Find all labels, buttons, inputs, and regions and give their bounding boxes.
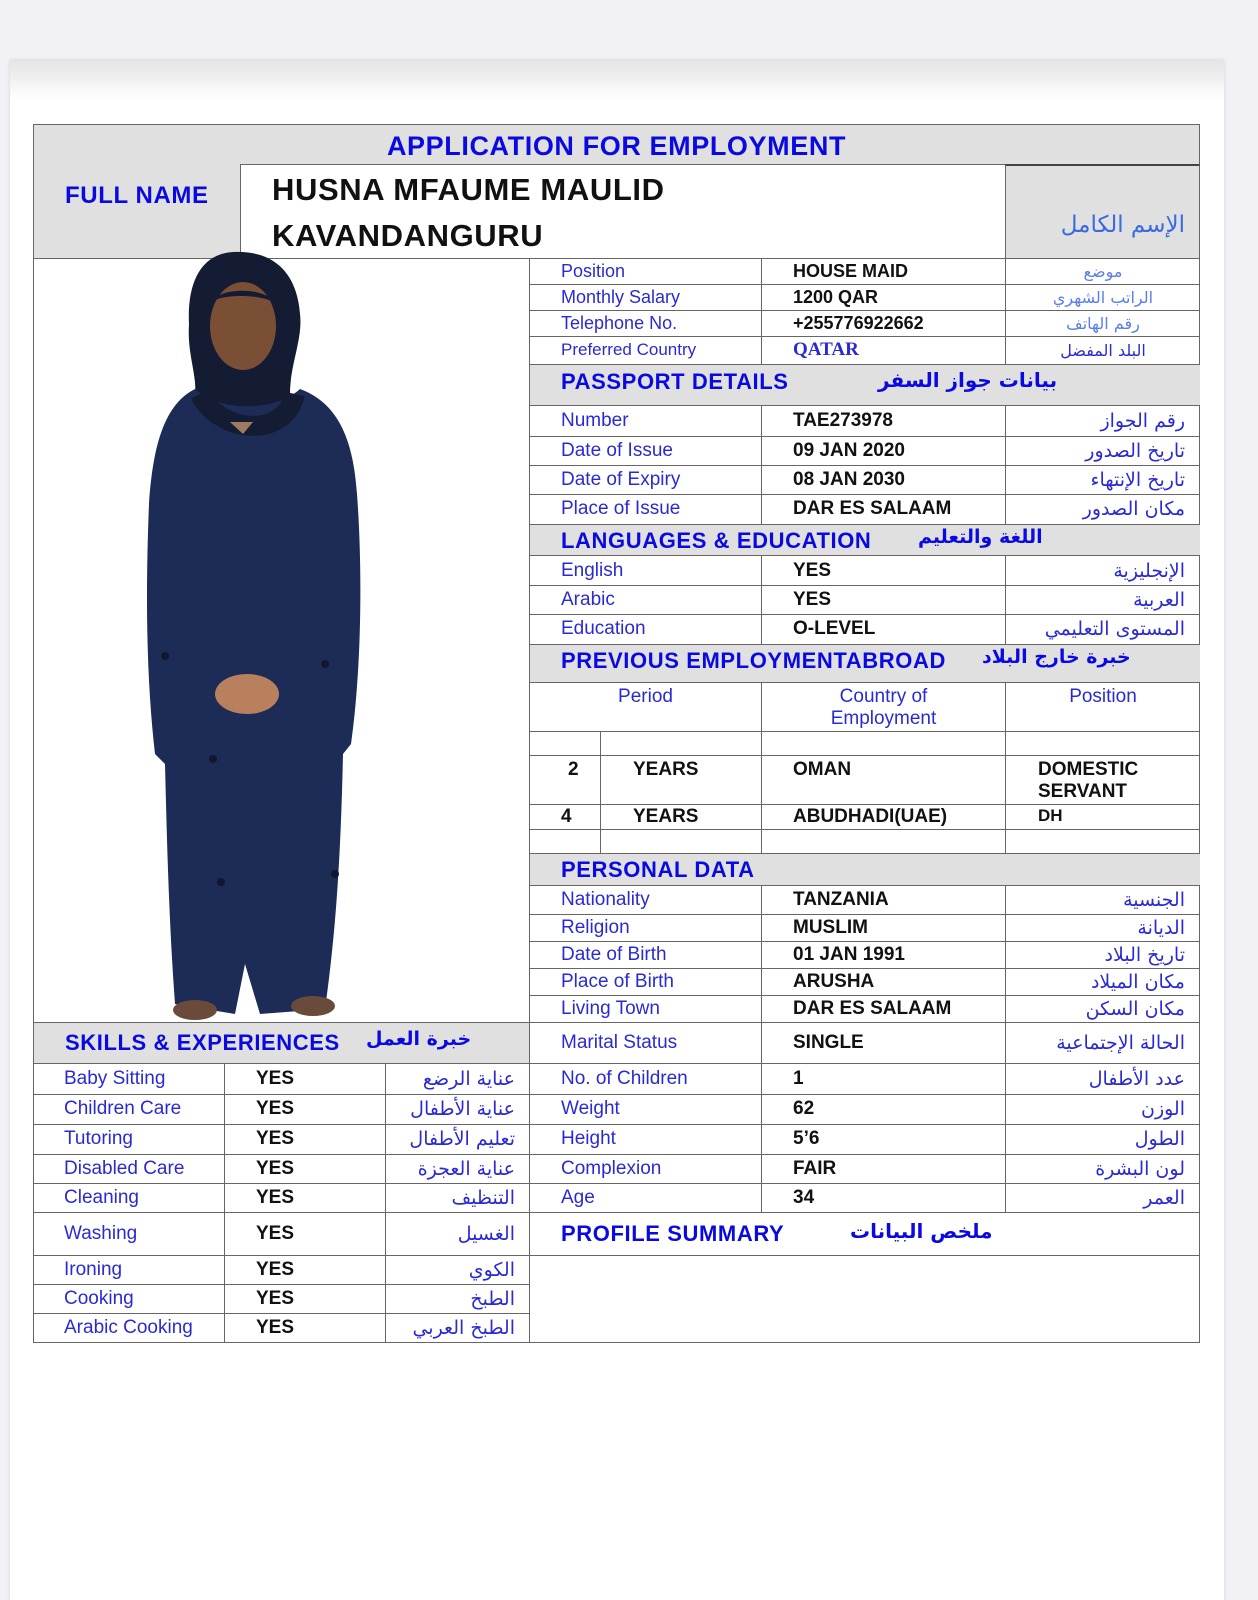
- title-bar: [33, 124, 1200, 165]
- full-name-label: FULL NAME: [65, 182, 209, 209]
- skill-value: YES: [256, 1067, 295, 1089]
- passport-row-number: [530, 406, 1200, 436]
- personal-row-height: [530, 1124, 1200, 1154]
- languages-section-header: [530, 524, 1200, 556]
- field-label: Preferred Country: [561, 340, 697, 359]
- country: ABUDHADI(UAE): [793, 806, 948, 827]
- period-number: 4: [561, 806, 572, 827]
- previous-employment-section-header: [530, 644, 1200, 683]
- field-label-arabic: رقم الجواز: [1100, 410, 1185, 432]
- section-title: PROFILE SUMMARY: [561, 1221, 785, 1246]
- skill-row: [34, 1154, 529, 1183]
- section-title-arabic: ملخص البيانات: [850, 1219, 993, 1243]
- field-label-arabic: الجنسية: [1123, 889, 1185, 911]
- field-value: MUSLIM: [793, 916, 868, 938]
- passport-row-place-of-issue: [530, 494, 1200, 524]
- field-label: Monthly Salary: [561, 286, 681, 307]
- field-label-arabic: لون البشرة: [1095, 1157, 1185, 1180]
- section-title-arabic: اللغة والتعليم: [918, 526, 1043, 548]
- column-header-label-line-2: Employment: [830, 708, 937, 729]
- personal-row-nationality: [530, 886, 1200, 914]
- field-value: 5’6: [793, 1128, 820, 1149]
- personal-data-section-header: [530, 853, 1200, 886]
- section-title-arabic: خبرة العمل: [366, 1028, 472, 1050]
- field-label-arabic: رقم الهاتف: [1066, 313, 1140, 333]
- skill-label-arabic: عناية الأطفال: [410, 1098, 515, 1120]
- skill-value: YES: [256, 1287, 295, 1309]
- position-line-2: SERVANT: [1038, 781, 1128, 802]
- field-value: TAE273978: [793, 410, 893, 431]
- country: OMAN: [793, 759, 852, 780]
- section-title: PREVIOUS EMPLOYMENTABROAD: [561, 648, 946, 673]
- field-value: TANZANIA: [793, 889, 889, 910]
- skill-row: [34, 1284, 529, 1313]
- personal-row-date-of-birth: [530, 941, 1200, 968]
- personal-row-marital-status: [530, 1022, 1200, 1063]
- viewer-top-bar: [0, 0, 1258, 60]
- skill-value: YES: [256, 1258, 295, 1280]
- skill-value: YES: [256, 1186, 295, 1208]
- field-label: Complexion: [561, 1157, 662, 1179]
- field-label: Religion: [561, 916, 630, 938]
- field-label-arabic: مكان السكن: [1085, 997, 1185, 1020]
- bottom-border: [33, 1342, 1200, 1343]
- field-label-arabic: تاريخ البلاد: [1104, 943, 1185, 966]
- field-label: Arabic: [561, 588, 615, 610]
- field-label-arabic: العمر: [1143, 1186, 1185, 1209]
- field-label: Weight: [561, 1098, 620, 1119]
- job-row-position: [530, 259, 1200, 284]
- skill-label-arabic: عناية الرضع: [422, 1067, 515, 1090]
- personal-row-weight: [530, 1094, 1200, 1124]
- skill-label: Children Care: [64, 1098, 182, 1119]
- field-label-arabic: موضع: [1083, 262, 1123, 281]
- employment-application-form: [33, 124, 1200, 1343]
- field-label-arabic: تاريخ الإنتهاء: [1090, 468, 1185, 491]
- field-label: English: [561, 559, 624, 581]
- field-label: Date of Expiry: [561, 468, 681, 490]
- full-name-label-arabic: الإسم الكامل: [1060, 212, 1185, 238]
- section-title: PERSONAL DATA: [561, 857, 755, 882]
- language-row-education: [530, 614, 1200, 644]
- skills-section-header: [34, 1023, 529, 1063]
- field-label: Education: [561, 618, 646, 639]
- page-top-shadow: [10, 60, 1224, 100]
- language-row-english: [530, 556, 1200, 585]
- profile-summary-header: [530, 1212, 1200, 1255]
- personal-row-complexion: [530, 1154, 1200, 1183]
- skill-label-arabic: تعليم الأطفال: [409, 1128, 515, 1150]
- skill-label-arabic: التنظيف: [451, 1186, 515, 1209]
- field-label: Place of Birth: [561, 970, 674, 992]
- position-line-1: DOMESTIC: [1038, 759, 1139, 780]
- full-name-line-2: KAVANDANGURU: [272, 218, 544, 253]
- field-label: Position: [561, 261, 626, 281]
- section-title: LANGUAGES & EDUCATION: [561, 528, 872, 553]
- field-label-arabic: الحالة الإجتماعية: [1056, 1031, 1185, 1054]
- personal-row-children: [530, 1063, 1200, 1094]
- field-value: DAR ES SALAAM: [793, 498, 952, 519]
- field-value: FAIR: [793, 1157, 837, 1179]
- field-value: ARUSHA: [793, 970, 875, 992]
- field-value: 1200 QAR: [793, 286, 879, 307]
- skill-label-arabic: الطبخ العربي: [412, 1316, 515, 1339]
- skill-value: YES: [256, 1316, 295, 1338]
- skill-label: Arabic Cooking: [64, 1316, 193, 1338]
- period-unit: YEARS: [633, 806, 699, 827]
- full-name-line-1: HUSNA MFAUME MAULID: [272, 172, 665, 207]
- field-label: Date of Issue: [561, 439, 673, 461]
- field-label: Telephone No.: [561, 312, 678, 333]
- column-header-label-line-1: Country of: [839, 686, 928, 707]
- form-title: APPLICATION FOR EMPLOYMENT: [386, 131, 847, 161]
- field-value: 01 JAN 1991: [793, 943, 905, 965]
- skill-row: [34, 1063, 529, 1094]
- field-value: 34: [793, 1186, 815, 1208]
- field-value: YES: [793, 559, 832, 581]
- field-value: 09 JAN 2020: [793, 439, 905, 461]
- column-header-period: [530, 683, 761, 731]
- period-number: 2: [568, 759, 579, 780]
- personal-row-living-town: [530, 995, 1200, 1022]
- field-label-arabic: الديانة: [1137, 916, 1185, 939]
- field-label: Living Town: [561, 997, 660, 1019]
- skill-row: [34, 1255, 529, 1284]
- field-label: No. of Children: [561, 1067, 688, 1089]
- field-label-arabic: الطول: [1134, 1128, 1185, 1150]
- field-label-arabic: تاريخ الصدور: [1085, 439, 1185, 462]
- skill-label: Washing: [64, 1222, 138, 1244]
- field-label: Marital Status: [561, 1031, 678, 1053]
- profile-summary-body: [530, 1255, 1200, 1342]
- field-label-arabic: الراتب الشهري: [1052, 287, 1154, 307]
- skill-label: Cooking: [64, 1287, 134, 1309]
- passport-section-header: [530, 364, 1200, 406]
- job-row-salary: [530, 284, 1200, 310]
- field-value: 08 JAN 2030: [793, 468, 905, 490]
- skill-label: Ironing: [64, 1258, 123, 1280]
- skill-row: [34, 1124, 529, 1154]
- job-row-preferred-country: [530, 336, 1200, 364]
- skill-value: YES: [256, 1222, 295, 1244]
- column-header-country: [762, 683, 1005, 731]
- column-header-position: [1006, 683, 1200, 731]
- field-label-arabic: العربية: [1133, 588, 1185, 611]
- field-value: +255776922662: [793, 312, 924, 333]
- field-value: YES: [793, 588, 832, 610]
- field-value: HOUSE MAID: [793, 261, 909, 281]
- field-label: Nationality: [561, 889, 650, 910]
- passport-row-date-of-expiry: [530, 465, 1200, 494]
- field-label: Date of Birth: [561, 943, 667, 965]
- full-name-arabic-cell: [1005, 164, 1200, 259]
- personal-row-place-of-birth: [530, 968, 1200, 995]
- field-label: Number: [561, 410, 629, 431]
- skill-label: Tutoring: [64, 1128, 133, 1149]
- skill-label-arabic: الطبخ: [470, 1287, 515, 1310]
- field-label-arabic: المستوى التعليمي: [1044, 618, 1185, 640]
- field-label-arabic: البلد المفضل: [1060, 340, 1146, 360]
- column-header-label: Period: [618, 686, 673, 707]
- passport-row-date-of-issue: [530, 436, 1200, 465]
- skill-label: Disabled Care: [64, 1157, 185, 1179]
- field-value: 62: [793, 1098, 815, 1119]
- skill-row: [34, 1183, 529, 1212]
- skill-value: YES: [256, 1157, 295, 1179]
- field-value: DAR ES SALAAM: [793, 997, 952, 1019]
- applicant-photo: [125, 244, 385, 1024]
- skill-row: [34, 1212, 529, 1255]
- field-value: O-LEVEL: [793, 618, 876, 639]
- employment-row: [530, 804, 1200, 829]
- skill-label-arabic: عناية العجزة: [417, 1157, 515, 1180]
- job-row-telephone: [530, 310, 1200, 336]
- skill-label-arabic: الكوي: [468, 1258, 515, 1281]
- position: DH: [1038, 806, 1063, 825]
- field-label-arabic: الإنجليزية: [1113, 559, 1185, 582]
- field-value: QATAR: [793, 339, 859, 360]
- skill-label-arabic: الغسيل: [457, 1222, 515, 1245]
- skill-value: YES: [256, 1128, 295, 1149]
- skill-row: [34, 1094, 529, 1124]
- field-value: SINGLE: [793, 1031, 864, 1053]
- section-title: SKILLS & EXPERIENCES: [65, 1030, 340, 1055]
- language-row-arabic: [530, 585, 1200, 614]
- field-label-arabic: مكان الميلاد: [1090, 970, 1185, 993]
- section-title-arabic: خبرة خارج البلاد: [982, 646, 1131, 668]
- section-title: PASSPORT DETAILS: [561, 369, 789, 394]
- skill-value: YES: [256, 1098, 295, 1119]
- employment-row: [530, 755, 1200, 804]
- skill-row: [34, 1313, 529, 1342]
- personal-row-age: [530, 1183, 1200, 1212]
- divider: [530, 731, 1200, 732]
- personal-row-religion: [530, 914, 1200, 941]
- field-label-arabic: مكان الصدور: [1082, 498, 1185, 520]
- divider: [530, 829, 1200, 830]
- field-value: 1: [793, 1067, 804, 1089]
- period-unit: YEARS: [633, 759, 699, 780]
- section-title-arabic: بيانات جواز السفر: [878, 368, 1058, 392]
- column-header-label: Position: [1069, 686, 1137, 707]
- skill-label: Baby Sitting: [64, 1067, 166, 1089]
- field-label-arabic: الوزن: [1140, 1098, 1185, 1120]
- skill-label: Cleaning: [64, 1186, 139, 1208]
- field-label: Age: [561, 1186, 595, 1208]
- field-label: Place of Issue: [561, 498, 681, 519]
- field-label: Height: [561, 1128, 616, 1149]
- field-label-arabic: عدد الأطفال: [1088, 1067, 1185, 1090]
